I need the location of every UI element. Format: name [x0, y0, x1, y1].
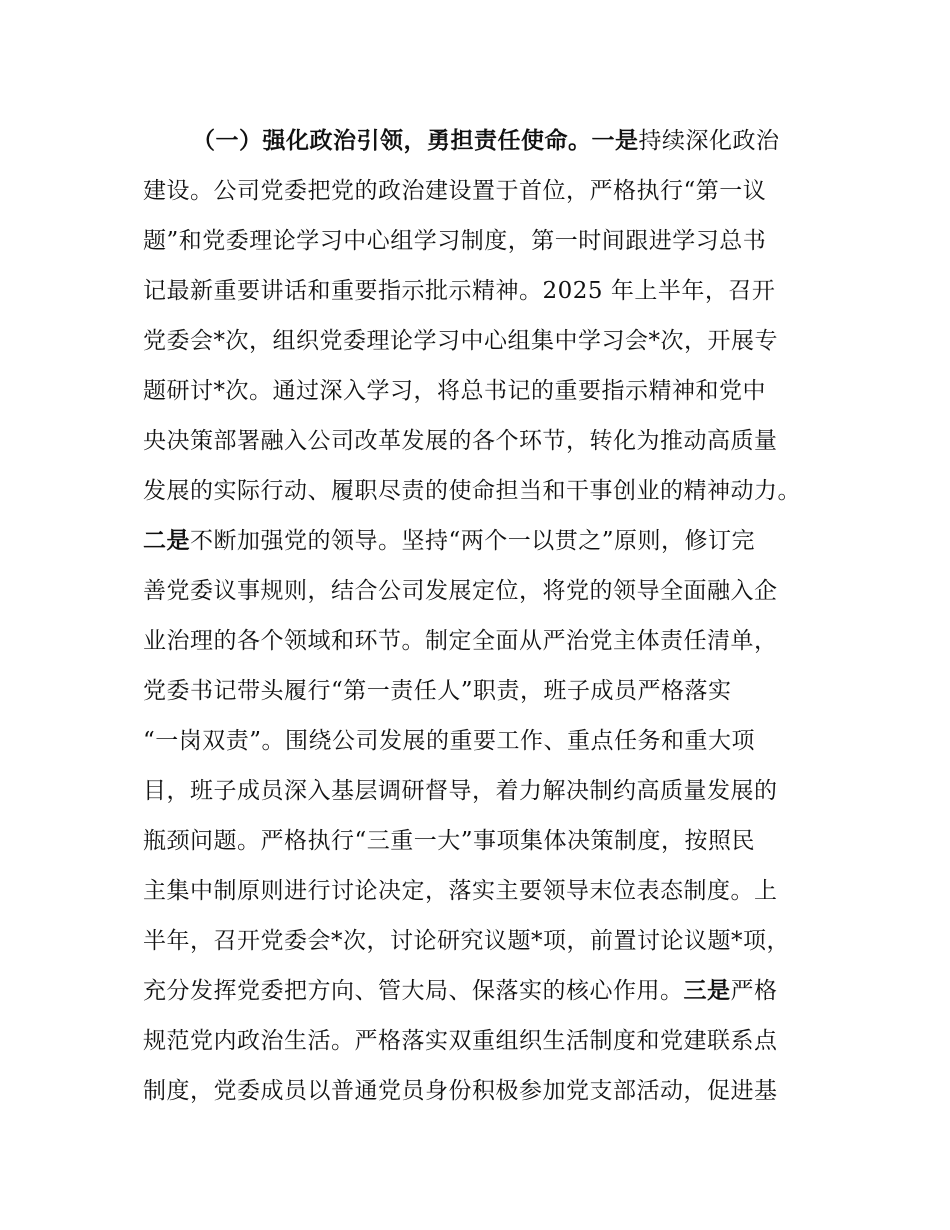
text-segment: 建设。公司党委把党的政治建设置于首位，严格执行“第一议 [143, 178, 767, 204]
text-segment: 严格 [730, 978, 778, 1004]
text-segment: 央决策部署融入公司改革发展的各个环节，转化为推动高质量 [143, 428, 778, 454]
text-segment: 持续深化政治 [638, 128, 780, 154]
text-segment: （一）强化政治引领，勇担责任使命。一是 [192, 128, 639, 154]
text-line [143, 321, 778, 361]
text-segment: 规范党内政治生活。严格落实双重组织生活制度和党建联系点 [143, 1028, 778, 1054]
text-segment: 三是 [683, 978, 731, 1004]
text-segment: 二是 [143, 528, 190, 554]
text-line [143, 471, 801, 511]
text-line [143, 721, 755, 761]
text-segment: 业治理的各个领域和环节。制定全面从严治党主体责任清单， [143, 628, 778, 654]
text-line [143, 921, 790, 961]
text-line [143, 971, 778, 1011]
text-segment: 不断加强党的领导。坚持“两个一以贯之”原则，修订完 [190, 528, 756, 554]
text-segment: 题研讨*次。通过深入学习，将总书记的重要指示精神和党中 [143, 378, 766, 404]
text-line [143, 1021, 778, 1061]
text-line [143, 521, 755, 561]
text-segment: 瓶颈问题。严格执行“三重一大”事项集体决策制度，按照民 [143, 828, 756, 854]
text-line [192, 121, 780, 161]
text-line [143, 221, 766, 261]
text-line [143, 671, 732, 711]
text-segment: 目，班子成员深入基层调研督导，着力解决制约高质量发展的 [143, 778, 778, 804]
text-segment: 半年，召开党委会*次，讨论研究议题*项，前置讨论议题*项， [143, 928, 790, 954]
text-line [143, 621, 778, 661]
text-line [143, 771, 778, 811]
text-line [143, 421, 778, 461]
text-segment: 发展的实际行动、履职尽责的使命担当和干事创业的精神动力。 [143, 478, 801, 504]
text-line [143, 271, 775, 311]
text-segment: “一岗双责”。围绕公司发展的重要工作、重点任务和重大项 [143, 728, 756, 754]
text-segment: 题”和党委理论学习中心组学习制度，第一时间跟进学习总书 [143, 228, 767, 254]
text-segment: 善党委议事规则，结合公司发展定位，将党的领导全面融入企 [143, 578, 778, 604]
text-segment: 党委会*次，组织党委理论学习中心组集中学习会*次，开展专 [143, 328, 778, 354]
text-line [143, 171, 766, 211]
text-line [143, 571, 778, 611]
text-segment: 充分发挥党委把方向、管大局、保落实的核心作用。 [143, 978, 684, 1004]
text-segment: 制度，党委成员以普通党员身份积极参加党支部活动，促进基 [143, 1078, 778, 1104]
text-line [143, 821, 755, 861]
text-segment: 主集中制原则进行讨论决定，落实主要领导末位表态制度。上 [143, 878, 778, 904]
text-line [143, 1071, 778, 1111]
text-segment: 记最新重要讲话和重要指示批示精神。2025 年上半年，召开 [143, 278, 776, 304]
text-line [143, 371, 766, 411]
text-line [143, 871, 778, 911]
text-segment: 党委书记带头履行“第一责任人”职责，班子成员严格落实 [143, 678, 732, 704]
